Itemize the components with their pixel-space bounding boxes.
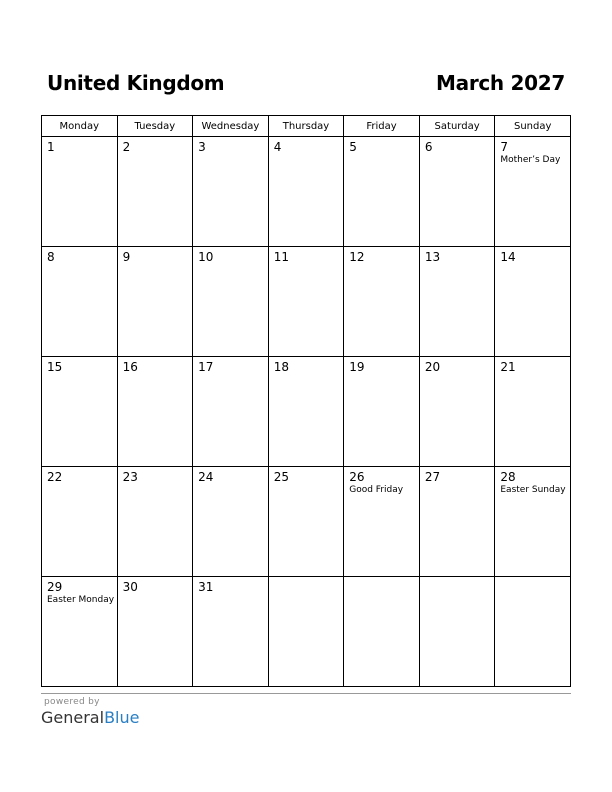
day-cell bbox=[42, 467, 118, 577]
day-cell bbox=[193, 137, 269, 247]
holiday-label: Easter Monday bbox=[47, 595, 115, 605]
day-cell bbox=[344, 357, 420, 467]
day-number: 18 bbox=[273, 360, 289, 374]
day-number: 27 bbox=[424, 470, 441, 484]
generalblue-logo[interactable] bbox=[41, 708, 139, 727]
day-cell bbox=[419, 357, 495, 467]
day-number: 14 bbox=[500, 250, 516, 264]
powered-by-label: powered by bbox=[44, 697, 100, 707]
day-cell bbox=[419, 467, 495, 577]
day-number: 31 bbox=[198, 580, 214, 594]
country-title: United Kingdom bbox=[47, 71, 225, 95]
weekday-header: Wednesday bbox=[193, 116, 269, 137]
month-title: March 2027 bbox=[436, 71, 565, 95]
footer-divider bbox=[41, 693, 571, 694]
day-number: 1 bbox=[47, 140, 55, 154]
day-number: 2 bbox=[122, 140, 131, 154]
day-number: 25 bbox=[273, 470, 289, 484]
day-cell bbox=[42, 577, 118, 687]
day-number: 4 bbox=[273, 140, 282, 154]
day-cell bbox=[268, 137, 344, 247]
day-cell bbox=[193, 357, 269, 467]
day-cell bbox=[117, 467, 193, 577]
day-number: 23 bbox=[122, 470, 138, 484]
day-cell bbox=[495, 357, 571, 467]
brand-name-part2: Blue bbox=[104, 708, 140, 727]
day-cell bbox=[419, 577, 495, 687]
day-number: 11 bbox=[273, 250, 289, 264]
week-row bbox=[42, 247, 571, 357]
holiday-label: Mother’s Day bbox=[500, 155, 561, 165]
day-cell bbox=[268, 577, 344, 687]
day-cell bbox=[193, 467, 269, 577]
week-row bbox=[42, 357, 571, 467]
weekday-header: Monday bbox=[42, 116, 118, 137]
day-number: 15 bbox=[47, 360, 63, 374]
week-row bbox=[42, 577, 571, 687]
day-number: 3 bbox=[198, 140, 206, 154]
weekday-header-row bbox=[42, 116, 571, 137]
day-cell bbox=[495, 137, 571, 247]
day-number: 16 bbox=[122, 360, 138, 374]
day-cell bbox=[344, 137, 420, 247]
day-number bbox=[344, 577, 419, 580]
day-cell bbox=[344, 247, 420, 357]
day-number: 29 bbox=[47, 580, 63, 594]
calendar-grid bbox=[41, 115, 571, 687]
day-number: 12 bbox=[349, 250, 365, 264]
day-number: 10 bbox=[198, 250, 214, 264]
day-cell bbox=[117, 247, 193, 357]
day-number: 9 bbox=[122, 250, 131, 264]
day-cell bbox=[117, 137, 193, 247]
day-cell bbox=[268, 467, 344, 577]
day-cell bbox=[344, 577, 420, 687]
day-cell bbox=[268, 247, 344, 357]
holiday-label: Good Friday bbox=[349, 485, 404, 495]
day-cell bbox=[193, 247, 269, 357]
day-number: 26 bbox=[349, 470, 365, 484]
day-cell bbox=[42, 357, 118, 467]
day-cell bbox=[344, 467, 420, 577]
day-number: 24 bbox=[198, 470, 214, 484]
day-number: 8 bbox=[47, 250, 55, 264]
week-row bbox=[42, 137, 571, 247]
day-cell bbox=[193, 577, 269, 687]
day-cell bbox=[495, 247, 571, 357]
day-number: 7 bbox=[500, 140, 509, 154]
day-cell bbox=[419, 137, 495, 247]
weekday-header: Sunday bbox=[495, 116, 571, 137]
day-number: 13 bbox=[424, 250, 441, 264]
day-number bbox=[420, 577, 495, 580]
day-number: 19 bbox=[349, 360, 365, 374]
day-number: 30 bbox=[122, 580, 138, 594]
day-number: 6 bbox=[424, 140, 433, 154]
day-number bbox=[495, 577, 570, 580]
weekday-header: Thursday bbox=[268, 116, 344, 137]
day-cell bbox=[42, 137, 118, 247]
weekday-header: Tuesday bbox=[117, 116, 193, 137]
weekday-header: Friday bbox=[344, 116, 420, 137]
day-number: 21 bbox=[500, 360, 516, 374]
week-row bbox=[42, 467, 571, 577]
day-number bbox=[269, 577, 344, 580]
day-number: 22 bbox=[47, 470, 63, 484]
day-cell bbox=[495, 577, 571, 687]
day-cell bbox=[495, 467, 571, 577]
holiday-label: Easter Sunday bbox=[500, 485, 566, 495]
day-number: 5 bbox=[349, 140, 357, 154]
day-cell bbox=[117, 577, 193, 687]
day-cell bbox=[419, 247, 495, 357]
day-number: 20 bbox=[424, 360, 441, 374]
day-number: 28 bbox=[500, 470, 516, 484]
day-cell bbox=[42, 247, 118, 357]
day-cell bbox=[268, 357, 344, 467]
weekday-header: Saturday bbox=[419, 116, 495, 137]
brand-name-part1: General bbox=[41, 708, 105, 727]
day-number: 17 bbox=[198, 360, 214, 374]
day-cell bbox=[117, 357, 193, 467]
